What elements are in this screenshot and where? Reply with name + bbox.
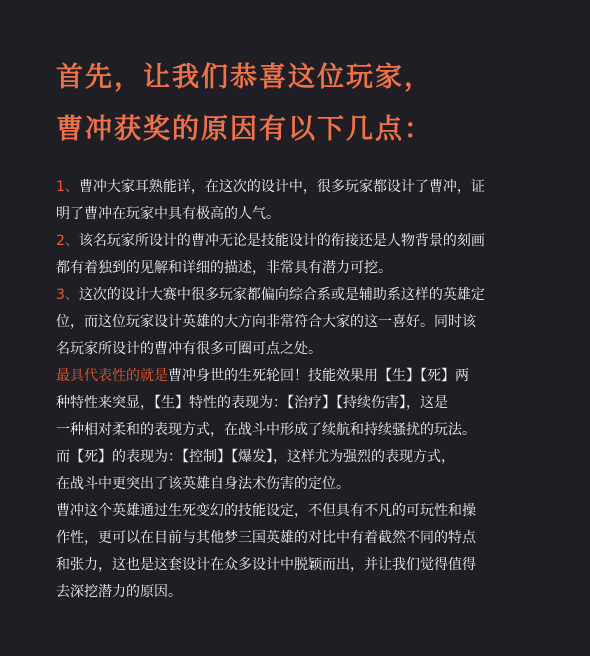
paragraph-5-line-4: 去深挖潜力的原因。 — [56, 584, 182, 600]
paragraph-3-line-1 — [56, 282, 554, 309]
heading — [56, 52, 556, 156]
list-number-2: 2、 — [56, 233, 79, 249]
article-body — [56, 174, 554, 606]
paragraph-5-line-1: 曹冲这个英雄通过生死变幻的技能设定，不但具有不凡的可玩性和操 — [56, 503, 476, 519]
heading-line-1: 首先，让我们恭喜这位玩家， — [56, 62, 433, 93]
paragraph-5-line-3: 和张力，这也是这套设计在众多设计中脱颖而出，并让我们觉得值得 — [56, 557, 476, 573]
paragraph-4-line-3: 一种相对柔和的表现方式，在战斗中形成了续航和持续骚扰的玩法。 — [56, 422, 476, 438]
paragraph-3-line-2: 位，而这位玩家设计英雄的大方向非常符合大家的这一喜好。同时该 — [56, 314, 476, 330]
highlight-text: 最具代表性的就是 — [56, 368, 168, 384]
paragraph-2-line-2: 都有着独到的见解和详细的描述，非常具有潜力可挖。 — [56, 260, 392, 276]
paragraph-1-line-2: 明了曹冲在玩家中具有极高的人气。 — [56, 206, 280, 222]
heading-line-2: 曹冲获奖的原因有以下几点： — [56, 114, 433, 145]
paragraph-2-line-1 — [56, 228, 554, 255]
paragraph-3-text: 这次的设计大赛中很多玩家都偏向综合系或是辅助系这样的英雄定 — [78, 287, 485, 303]
paragraph-4-line-1 — [56, 363, 554, 390]
paragraph-1-line-1 — [56, 174, 554, 201]
paragraph-2-text: 该名玩家所设计的曹冲无论是技能设计的衔接还是人物背景的刻画 — [78, 233, 485, 249]
paragraph-4-line-5: 在战斗中更突出了该英雄自身法术伤害的定位。 — [56, 476, 350, 492]
paragraph-3-line-3: 名玩家所设计的曹冲有很多可圈可点之处。 — [56, 341, 322, 357]
list-number-1: 1、 — [56, 179, 79, 195]
paragraph-1-text: 曹冲大家耳熟能详，在这次的设计中，很多玩家都设计了曹冲，证 — [78, 179, 485, 195]
paragraph-4-line-2: 种特性来突显，【生】特性的表现为：【治疗】【持续伤害】，这是 — [56, 395, 448, 411]
paragraph-4-text: 曹冲身世的生死轮回！技能效果用【生】【死】两 — [168, 368, 469, 384]
paragraph-5-line-2: 作性，更可以在目前与其他梦三国英雄的对比中有着截然不同的特点 — [56, 530, 476, 546]
paragraph-4-line-4: 而【死】的表现为：【控制】【爆发】，这样尤为强烈的表现方式， — [56, 449, 455, 465]
list-number-3: 3、 — [56, 287, 79, 303]
